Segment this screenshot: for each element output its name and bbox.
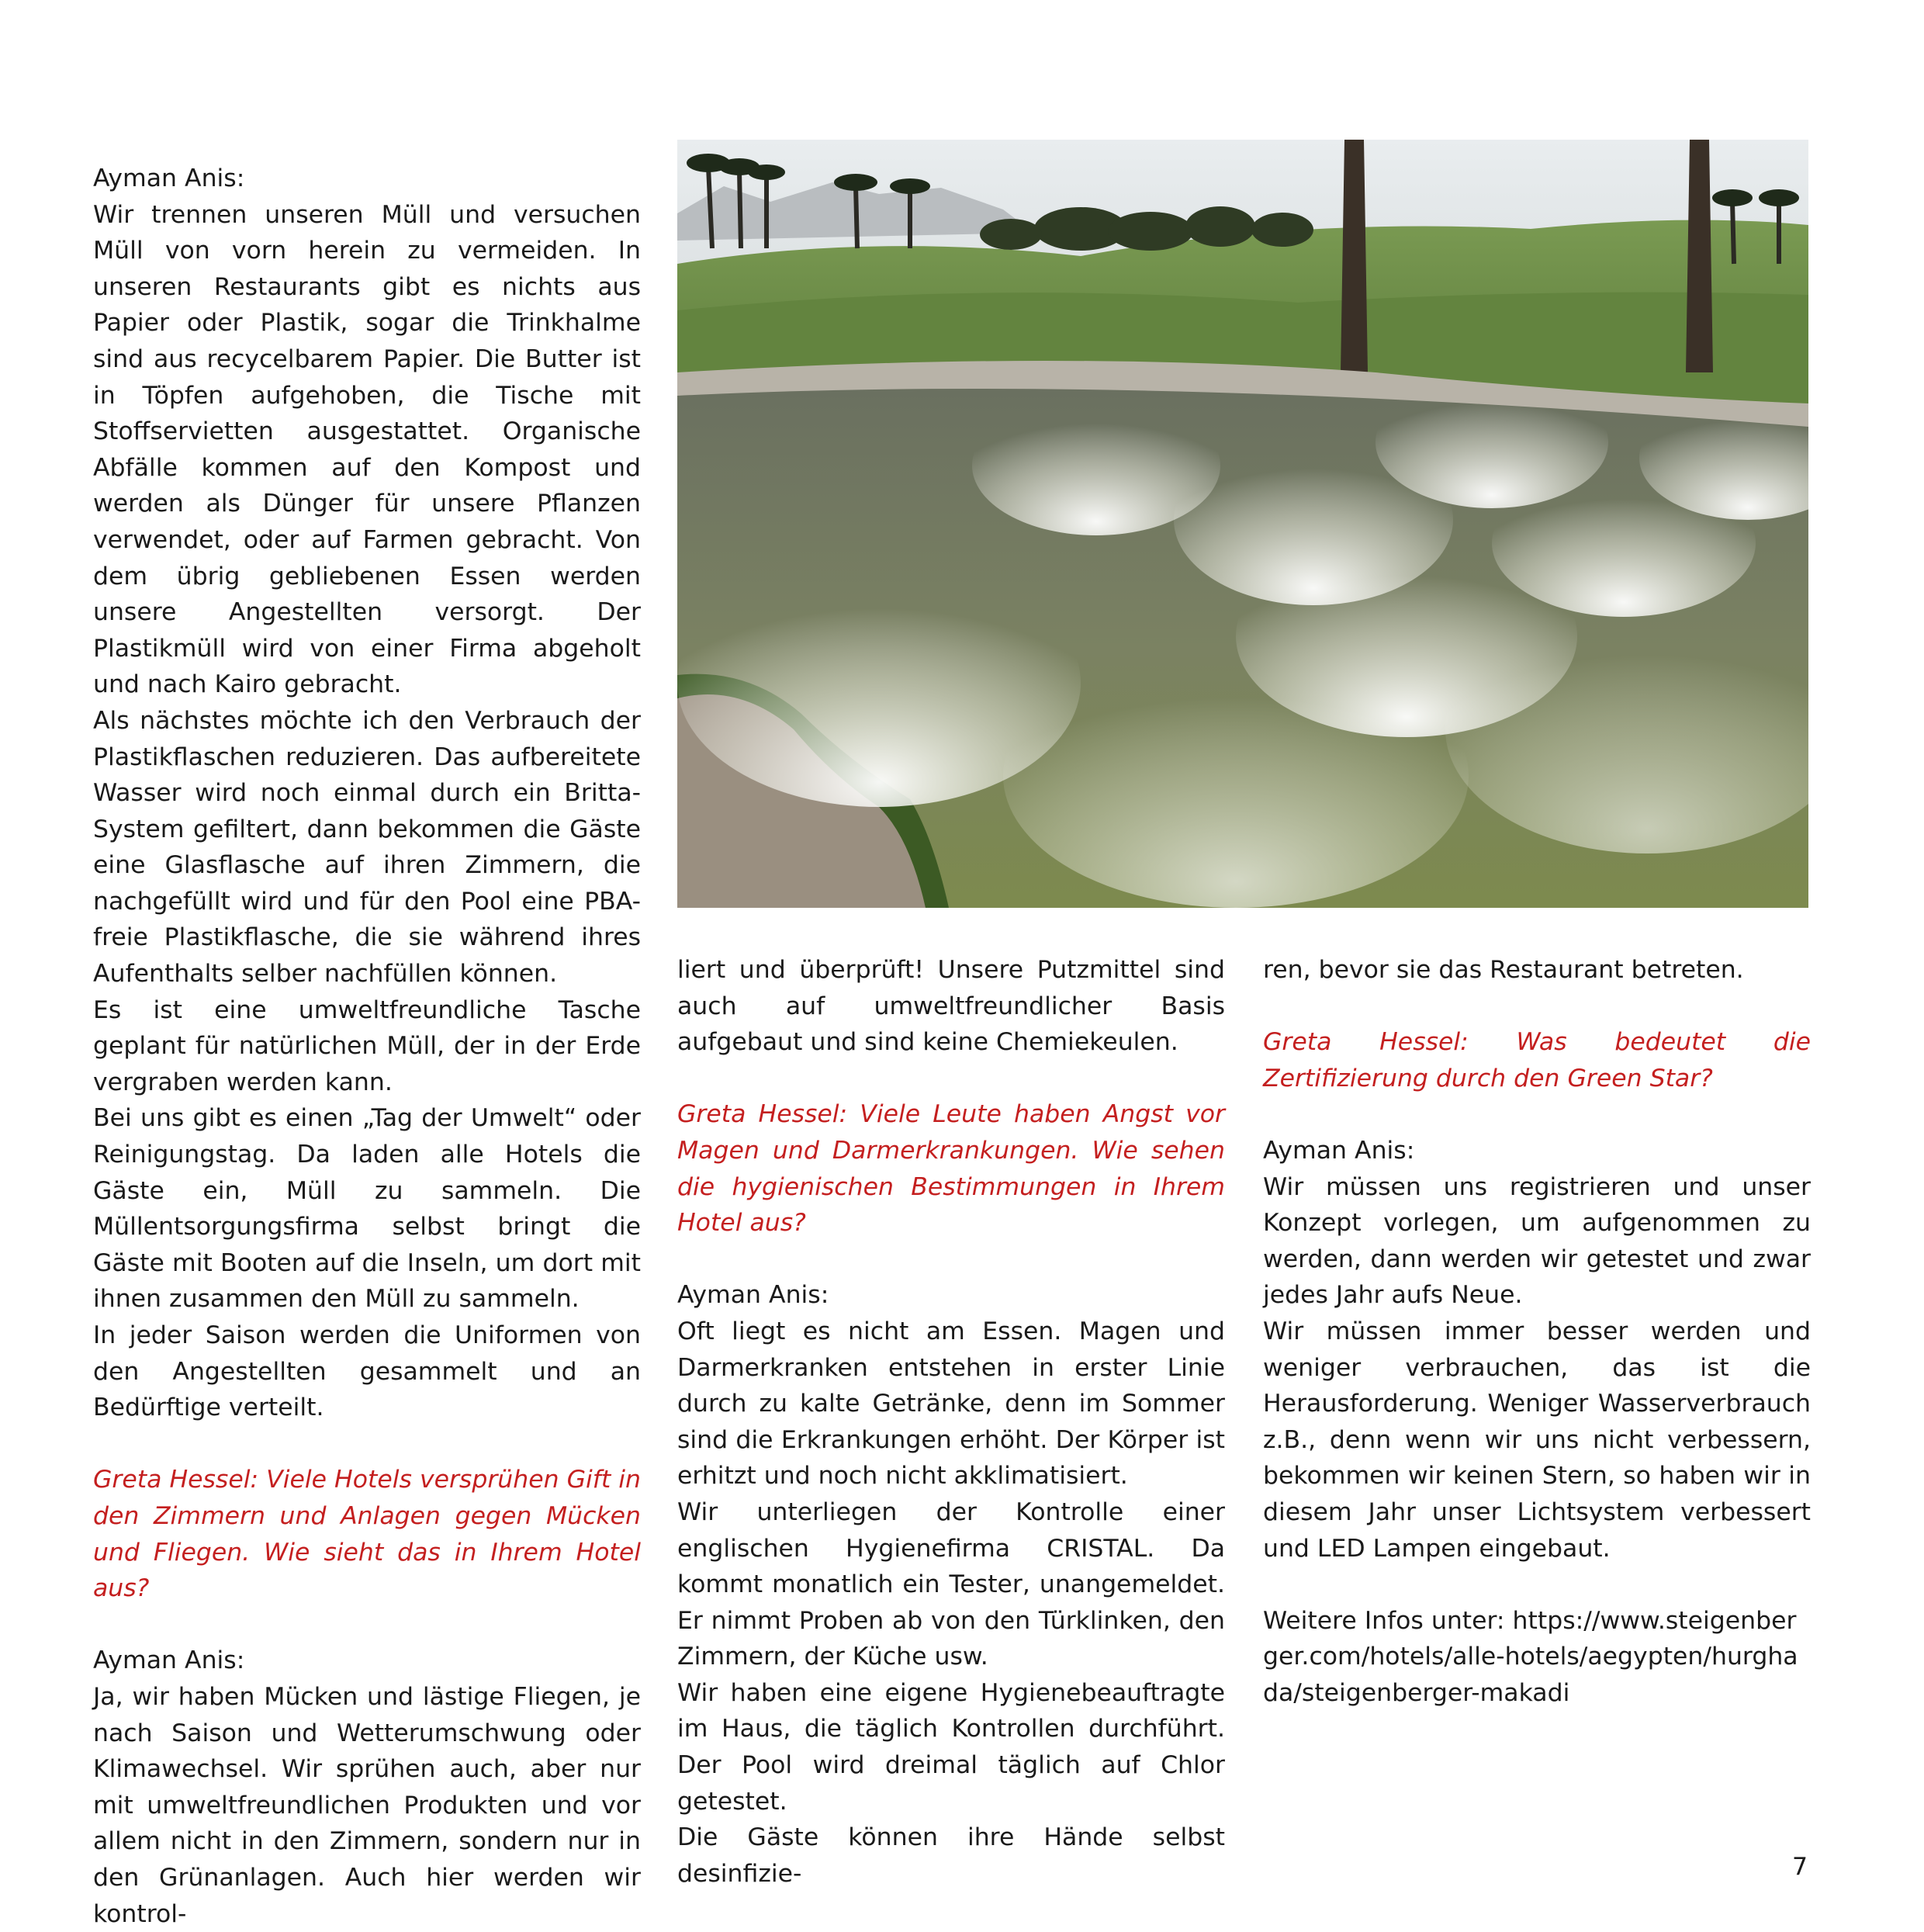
answer-text: Wir müssen uns registrieren und unser Konzept vorlegen, um aufgenommen zu werden, dann werden wir getestet und zwar jedes Jahr aufs Neue. <box>1263 1172 1811 1310</box>
answer-paragraph: Wir unterliegen der Kontrolle einer englischen Hygienefirma CRISTAL. Da kommt monatlich ein Tester, unangemeldet. Er nimmt Proben ab von den Türklinken, den Zimmern, der Küche usw. <box>677 1497 1225 1671</box>
article-column-1 <box>93 161 641 1932</box>
info-link[interactable]: Weitere Infos unter: https://www.steigenberger.com/hotels/alle-hotels/aegypten/hurghada/steigenberger-makadi <box>1263 1606 1798 1707</box>
answer-paragraph: Wir haben eine eigene Hygienebeauftragte im Haus, die täglich Kontrollen durchführt. Der Pool wird dreimal täglich auf Chlor getestet. <box>677 1678 1225 1816</box>
answer-paragraph: Es ist eine umweltfreundliche Tasche geplant für natürlichen Müll, der in der Erde vergraben werden kann. <box>93 995 641 1096</box>
speaker-label: Ayman Anis: <box>93 164 245 192</box>
answer-text: Oft liegt es nicht am Essen. Magen und Darmerkranken entstehen in erster Linie durch zu kalte Getränke, denn im Sommer sind die Erkrankungen erhöht. Der Körper ist erhitzt und noch nicht akklimatisiert. <box>677 1317 1225 1491</box>
photo-sprinklers-golf-course <box>677 140 1808 908</box>
answer-paragraph: Wir müssen immer besser werden und weniger verbrauchen, das ist die Herausforderung. Weniger Wasserverbrauch z.B., denn wenn wir uns nicht verbessern, bekommen wir keinen Stern, so haben wir in diesem Jahr unser Lichtsystem verbessert und LED Lampen eingebaut. <box>1263 1317 1811 1563</box>
answer-paragraph: In jeder Saison werden die Uniformen von den Angestellten gesammelt und an Bedürftige verteilt. <box>93 1321 641 1422</box>
interview-question: Greta Hessel: Viele Leute haben Angst vor Magen und Darmerkrankungen. Wie sehen die hygienischen Bestimmungen in Ihrem Hotel aus? <box>677 1100 1225 1238</box>
answer-text: Ja, wir haben Mücken und lästige Fliegen, je nach Saison und Wetterumschwung oder Klimawechsel. Wir sprühen auch, aber nur mit umweltfreundlichen Produkten und vor allem nicht in den Zimmern, sondern nur in den Grünanlagen. Auch hier werden wir kontrol- <box>93 1682 641 1928</box>
answer-text: Wir trennen unseren Müll und versuchen Müll von vorn herein zu vermeiden. In unseren Restaurants gibt es nichts aus Papier oder Plastik, sogar die Trinkhalme sind aus recycelbarem Papier. Die Butter ist in Töpfen aufgehoben, die Tische mit Stoffservietten ausgestattet. Organische Abfälle kommen auf den Kompost und werden als Dünger für unsere Pflanzen verwendet, oder auf Farmen gebracht. Von dem übrig gebliebenen Essen werden unsere Angestellten versorgt. Der Plastikmüll wird von einer Firma abgeholt und nach Kairo gebracht. <box>93 200 641 699</box>
speaker-label: Ayman Anis: <box>677 1281 829 1310</box>
interview-question: Greta Hessel: Was bedeutet die Zertifizierung durch den Green Star? <box>1263 1028 1811 1092</box>
page-number: 7 <box>1791 1853 1808 1881</box>
article-column-2 <box>677 952 1225 1892</box>
answer-paragraph: Die Gäste können ihre Hände selbst desinfizie- <box>677 1823 1225 1888</box>
answer-paragraph: liert und überprüft! Unsere Putzmittel sind auch auf umweltfreundlicher Basis aufgebaut und sind keine Chemiekeulen. <box>677 956 1225 1057</box>
answer-paragraph: Bei uns gibt es einen „Tag der Umwelt“ oder Reinigungstag. Da laden alle Hotels die Gäste ein, Müll zu sammeln. Die Müllentsorgungsfirma selbst bringt die Gäste mit Booten auf die Inseln, um dort mit ihnen zusammen den Müll zu sammeln. <box>93 1104 641 1314</box>
answer-paragraph: ren, bevor sie das Restaurant betreten. <box>1263 956 1744 984</box>
interview-question: Greta Hessel: Viele Hotels versprühen Gift in den Zimmern und Anlagen gegen Mücken und Fliegen. Wie sieht das in Ihrem Hotel aus? <box>93 1466 641 1603</box>
speaker-label: Ayman Anis: <box>93 1646 245 1675</box>
article-column-3 <box>1263 952 1811 1711</box>
speaker-label: Ayman Anis: <box>1263 1136 1415 1165</box>
answer-paragraph: Als nächstes möchte ich den Verbrauch der Plastikflaschen reduzieren. Das aufbereitete Wasser wird noch einmal durch ein Britta-System gefiltert, dann bekommen die Gäste eine Glasflasche auf ihren Zimmern, die nachgefüllt wird und für den Pool eine PBA-freie Plastikflasche, die sie während ihres Aufenthalts selber nachfüllen können. <box>93 706 641 989</box>
